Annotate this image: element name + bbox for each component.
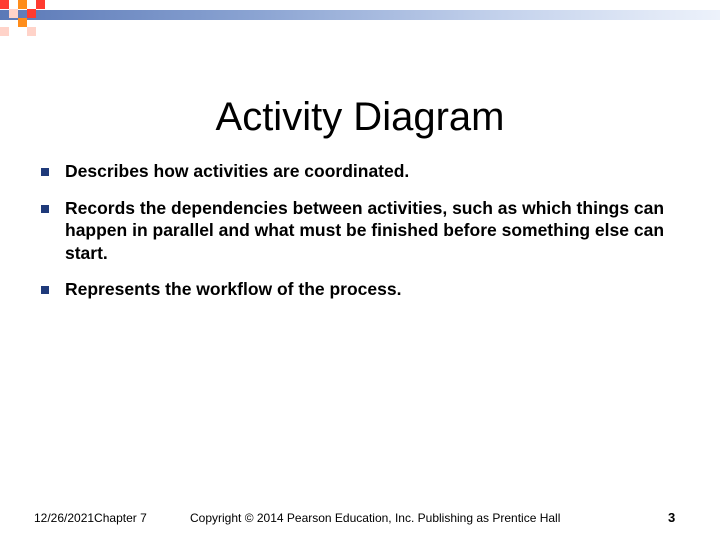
bullet-item — [40, 197, 680, 265]
decor-square — [18, 0, 27, 9]
slide-title: Activity Diagram — [215, 94, 505, 139]
header-gradient-band — [0, 10, 720, 20]
page-number: 3 — [668, 510, 676, 525]
decor-square — [27, 27, 36, 36]
bullet-list — [40, 160, 680, 315]
bullet-item — [40, 278, 680, 301]
bullet-item — [40, 160, 680, 183]
square-bullet-icon — [41, 168, 49, 176]
bullet-text: Describes how activities are coordinated. — [65, 161, 410, 181]
footer-copyright: Copyright © 2014 Pearson Education, Inc. Publishing as Prentice Hall — [190, 511, 561, 525]
decor-square — [27, 9, 36, 18]
footer-date-chapter: 12/26/2021Chapter 7 — [34, 511, 147, 525]
decor-square — [18, 18, 27, 27]
square-bullet-icon — [41, 205, 49, 213]
decor-square — [0, 27, 9, 36]
square-bullet-icon — [41, 286, 49, 294]
decor-square — [36, 0, 45, 9]
bullet-text: Represents the workflow of the process. — [65, 279, 402, 299]
decor-square — [9, 9, 18, 18]
bullet-text: Records the dependencies between activities, such as which things can happen in parallel and what must be finished before something else can start. — [65, 197, 665, 263]
decorative-squares-logo — [0, 0, 60, 50]
decor-square — [0, 0, 9, 9]
